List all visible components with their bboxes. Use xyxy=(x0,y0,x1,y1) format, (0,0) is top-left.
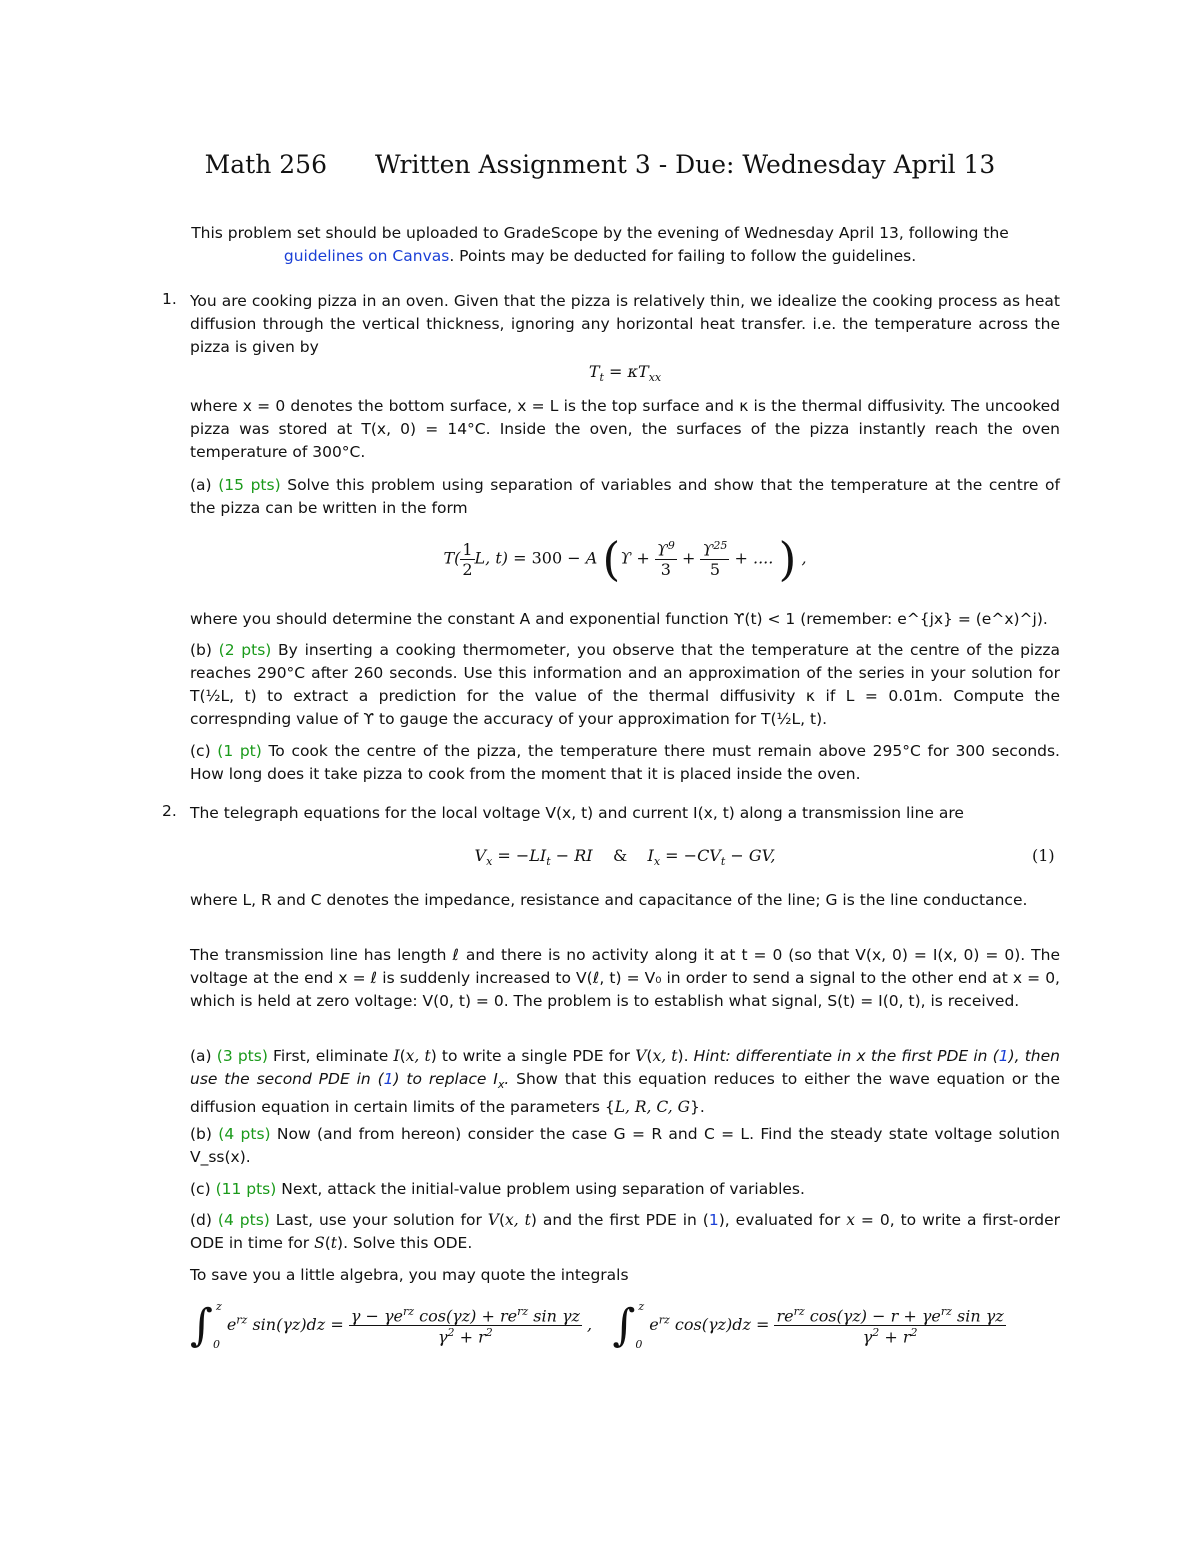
problem-1a-label: (a) xyxy=(190,476,212,494)
problem-2d: (d) (4 pts) Last, use your solution for V(x, t) and the first PDE in (1), evaluated for x = 0, to write a first-order ODE in time for S(t). Solve this ODE. xyxy=(190,1211,1061,1252)
problem-2b-label: (b) xyxy=(190,1125,212,1143)
problem-1b-label: (b) xyxy=(190,641,212,659)
problem-1a xyxy=(190,474,1060,520)
problem-1b-points: (2 pts) xyxy=(218,641,272,659)
problem-2-definitions: where L, R and C denotes the impedance, resistance and capacitance of the line; G is the line conductance. xyxy=(190,891,1028,909)
intro-paragraph xyxy=(140,222,1060,268)
problem-2d-label: (d) xyxy=(190,1211,212,1229)
course-name: Math 256 xyxy=(204,150,327,179)
problem-2-number: 2. xyxy=(162,802,177,820)
series-equation: T( $\frac{1}{2}$ L, t) = 300 − A (ϒ + $\frac{ϒ^9}{3}$ + $\frac{ϒ^{25}}{5}$ + .... ) , xyxy=(443,532,807,586)
problem-2a-label: (a) xyxy=(190,1047,212,1065)
intro-line-1: This problem set should be uploaded to GradeScope by the evening of Wednesday April 13, following the xyxy=(191,224,1009,242)
problem-2b-text: Now (and from hereon) consider the case G = R and C = L. Find the steady state voltage solution V_ss(x). xyxy=(190,1125,1060,1166)
problem-1c-points: (1 pt) xyxy=(217,742,262,760)
assignment-title: Written Assignment 3 - Due: Wednesday April 13 xyxy=(374,150,996,179)
integrals-note: To save you a little algebra, you may quote the integrals xyxy=(190,1266,629,1284)
problem-2b-points: (4 pts) xyxy=(218,1125,271,1143)
problem-1c-text: To cook the centre of the pizza, the temperature there must remain above 295°C for 300 seconds. How long does it take pizza to cook from the moment that it is placed inside the oven. xyxy=(190,742,1060,783)
equation-number: (1) xyxy=(1032,846,1055,865)
canvas-guidelines-link[interactable]: guidelines on Canvas xyxy=(283,247,450,265)
problem-2b xyxy=(190,1123,1060,1169)
problem-1a-continued: where you should determine the constant A and exponential function ϒ(t) < 1 (remember: e^{jx} = (e^x)^j). xyxy=(190,610,1048,628)
problem-1-setup: where x = 0 denotes the bottom surface, x = L is the top surface and κ is the thermal diffusivity. The uncooked pizza was stored at T(x, 0) = 14°C. Inside the oven, the surfaces of the pizza instantly reach the oven temperature of 300°C. xyxy=(190,397,1060,461)
problem-2d-points: (4 pts) xyxy=(217,1211,270,1229)
problem-2a-points: (3 pts) xyxy=(216,1047,268,1065)
problem-2c-points: (11 pts) xyxy=(215,1180,277,1198)
problem-2c-label: (c) xyxy=(190,1180,211,1198)
problem-2-setup: The transmission line has length ℓ and there is no activity along it at t = 0 (so that V(x, 0) = I(x, 0) = 0). The voltage at the end x = ℓ is suddenly increased to V(ℓ, t) = V₀ in order to send a signal to the other end at x = 0, which is held at zero voltage: V(0, t) = 0. The problem is to establish what signal, S(t) = I(0, t), is received. xyxy=(190,946,1060,1010)
heat-equation: $T_t = \kappa T_{xx}$ xyxy=(588,362,662,385)
problem-2-intro: The telegraph equations for the local voltage V(x, t) and current I(x, t) along a transmission line are xyxy=(190,804,964,822)
intro-line-2: . Points may be deducted for failing to follow the guidelines. xyxy=(449,247,917,265)
problem-1-number: 1. xyxy=(162,290,177,308)
page-title xyxy=(0,150,1200,179)
problem-1a-text: Solve this problem using separation of variables and show that the temperature at the centre of the pizza can be written in the form xyxy=(190,476,1060,517)
telegraph-equations: $V_x = -LI_t$ − RI & $I_x = -CV_t$ − GV, xyxy=(474,846,776,869)
problem-1a-points: (15 pts) xyxy=(218,476,281,494)
problem-1-intro: You are cooking pizza in an oven. Given that the pizza is relatively thin, we idealize the cooking process as heat diffusion through the vertical thickness, ignoring any horizontal heat transfer. i.e. the temperature across the pizza is given by xyxy=(190,292,1060,356)
problem-1c-label: (c) xyxy=(190,742,211,760)
problem-2c-text: Next, attack the initial-value problem using separation of variables. xyxy=(281,1180,805,1198)
problem-1c xyxy=(190,740,1060,786)
problem-1b-text: By inserting a cooking thermometer, you observe that the temperature at the centre of the pizza reaches 290°C after 260 seconds. Use this information and an approximation of the series in your solution for T(½L, t) to extract a prediction for the value of the thermal diffusivity κ if L = 0.01m. Compute the correspnding value of ϒ to gauge the accuracy of your approximation for T(½L, t). xyxy=(190,641,1060,728)
problem-2a: (a) (3 pts) First, eliminate I(x, t) to write a single PDE for V(x, t). Hint: differentiate in x the first PDE in (1), then use the second PDE in (1) to replace $I_x$. Show that this equation reduces to either the wave equation or the diffusion equation in certain limits of the parameters {L, R, C, G}. xyxy=(190,1047,1060,1117)
problem-1b xyxy=(190,639,1060,731)
problem-2c xyxy=(190,1178,1060,1201)
quoted-integrals: $\int_0^z$ $e^{rz}$ sin(γz)dz = $\frac{\gamma - \gamma e^{rz} \cos(\gamma z) + re^{rz} \sin \gamma z}{\gamma^2 + r^2}$ , $\int_0^z$ $e^{rz}$ cos(γz)dz = $\frac{re^{rz} \cos(\gamma z) - r + \gamma e^{rz} \sin \gamma z}{\gamma^2 + r^2}$ xyxy=(190,1300,1004,1351)
